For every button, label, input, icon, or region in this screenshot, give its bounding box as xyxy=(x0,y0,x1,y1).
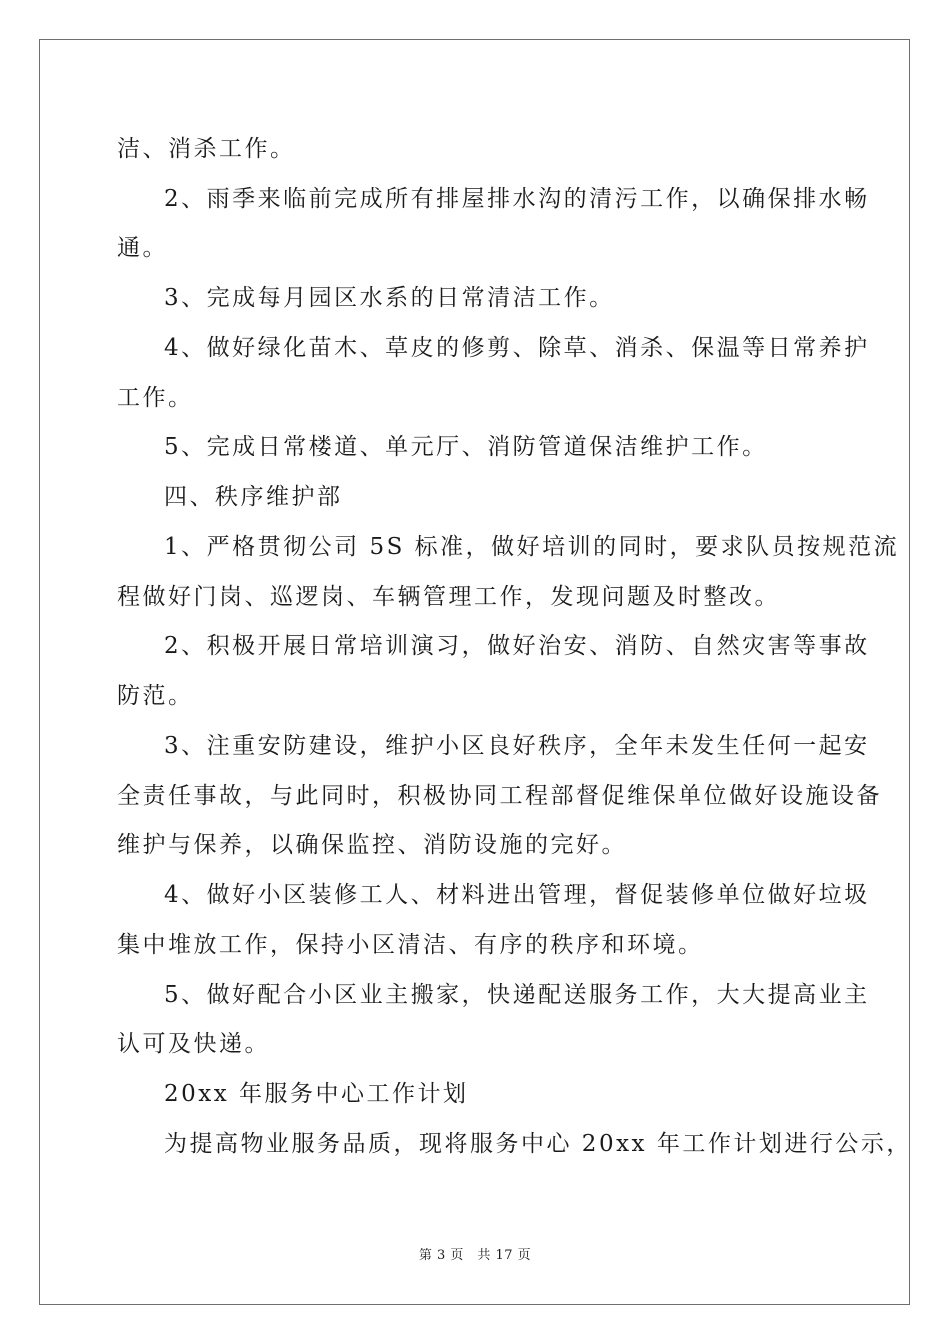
section-heading: 四、秩序维护部 xyxy=(164,484,343,510)
section-heading: 20xx 年服务中心工作计划 xyxy=(164,1081,469,1107)
text-line: 程做好门岗、巡逻岗、车辆管理工作，发现问题及时整改。 xyxy=(117,584,780,610)
text-line: 防范。 xyxy=(117,683,194,709)
text-line: 2、雨季来临前完成所有排屋排水沟的清污工作，以确保排水畅 xyxy=(164,186,870,212)
text-line: 认可及快递。 xyxy=(117,1031,270,1057)
text-line: 4、做好绿化苗木、草皮的修剪、除草、消杀、保温等日常养护 xyxy=(164,335,870,361)
text-line: 1、严格贯彻公司 5S 标准，做好培训的同时，要求队员按规范流 xyxy=(164,534,900,560)
text-line: 集中堆放工作，保持小区清洁、有序的秩序和环境。 xyxy=(117,932,704,958)
text-line: 为提高物业服务品质，现将服务中心 20xx 年工作计划进行公示， xyxy=(164,1131,912,1157)
text-line: 2、积极开展日常培训演习，做好治安、消防、自然灾害等事故 xyxy=(164,633,870,659)
text-line: 工作。 xyxy=(117,385,194,411)
text-line: 5、做好配合小区业主搬家，快递配送服务工作，大大提高业主 xyxy=(164,982,870,1008)
page-footer: 第 3 页 共 17 页 xyxy=(418,1248,532,1263)
text-line: 洁、消杀工作。 xyxy=(117,136,296,162)
text-line: 全责任事故，与此同时，积极协同工程部督促维保单位做好设施设备 xyxy=(117,783,882,809)
text-line: 3、注重安防建设，维护小区良好秩序，全年未发生任何一起安 xyxy=(164,733,870,759)
text-line: 通。 xyxy=(117,235,168,261)
text-line: 3、完成每月园区水系的日常清洁工作。 xyxy=(164,285,615,311)
text-line: 5、完成日常楼道、单元厅、消防管道保洁维护工作。 xyxy=(164,434,768,460)
text-line: 4、做好小区装修工人、材料进出管理，督促装修单位做好垃圾 xyxy=(164,882,870,908)
text-line: 维护与保养，以确保监控、消防设施的完好。 xyxy=(117,832,627,858)
